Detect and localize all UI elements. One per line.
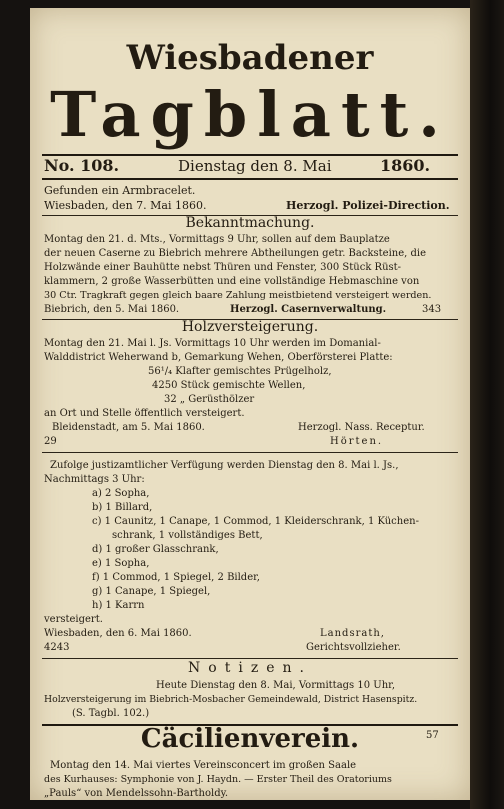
bekanntmachung-number: 343 [422, 304, 442, 315]
caecilien-line: des Kurhauses: Symphonie von J. Haydn. — Erster Theil des Oratoriums [44, 774, 392, 785]
bekanntmachung-line: Holzwände einer Bauhütte nebst Thüren und Fenster, 300 Stück Rüst- [44, 262, 402, 273]
found-line2-left: Wiesbaden, den 7. Mai 1860. [44, 199, 207, 212]
masthead-title-large: Tagblatt. [50, 78, 450, 151]
issue-number: No. 108. [44, 156, 120, 175]
notizen-heading: Notizen. [188, 660, 312, 676]
holz-line: Walddistrict Weherwand b, Gemarkung Wehen, Oberförsterei Platte: [44, 352, 393, 363]
auction-item: c) 1 Caunitz, 1 Canape, 1 Commod, 1 Kleiderschrank, 1 Küchen- [92, 516, 419, 527]
holz-line: Montag den 21. Mai l. Js. Vormittags 10 Uhr werden im Domanial- [44, 338, 381, 349]
auction-item: e) 1 Sopha, [92, 558, 150, 569]
page-edge-shadow [470, 0, 504, 809]
holz-footer-left: Bleidenstadt, am 5. Mai 1860. [52, 422, 205, 433]
bekanntmachung-line: der neuen Caserne zu Biebrich mehrere Abtheilungen getr. Backsteine, die [44, 248, 427, 259]
bekanntmachung-line: Montag den 21. d. Mts., Vormittags 9 Uhr, sollen auf dem Bauplatze [44, 234, 390, 245]
auction-number: 4243 [44, 642, 70, 653]
newspaper-page [30, 8, 470, 800]
holz-item: 4250 Stück gemischte Wellen, [152, 380, 306, 391]
auction-item: g) 1 Canape, 1 Spiegel, [92, 586, 211, 597]
bekanntmachung-footer-left: Biebrich, den 5. Mai 1860. [44, 304, 180, 315]
holz-item: 32 „ Gerüsthölzer [164, 394, 255, 405]
issue-year: 1860. [380, 156, 431, 175]
auction-after: versteigert. [44, 614, 103, 625]
caecilien-line: Montag den 14. Mai viertes Vereinsconcert im großen Saale [50, 760, 357, 771]
auction-item: h) 1 Karrn [92, 600, 145, 611]
caecilien-number: 57 [426, 730, 439, 741]
found-line1: Gefunden ein Armbracelet. [44, 184, 196, 197]
notizen-line: Holzversteigerung im Biebrich-Mosbacher Gemeindewald, District Hasenspitz. [44, 694, 418, 705]
notizen-line: (S. Tagbl. 102.) [72, 708, 150, 719]
issue-date: Dienstag den 8. Mai [178, 157, 332, 175]
caecilien-line: „Pauls“ von Mendelssohn-Bartholdy. [44, 788, 229, 799]
auction-footer-right1: Landsrath, [320, 628, 385, 639]
holz-footer-right2: Hörten. [330, 436, 384, 447]
auction-item: b) 1 Billard, [92, 502, 153, 513]
divider [42, 658, 458, 659]
auction-intro: Nachmittags 3 Uhr: [44, 474, 145, 485]
auction-footer-left: Wiesbaden, den 6. Mai 1860. [44, 628, 192, 639]
bekanntmachung-line: klammern, 2 große Wasserbütten und eine vollständige Hebmaschine von [44, 276, 420, 287]
auction-item: f) 1 Commod, 1 Spiegel, 2 Bilder, [92, 572, 260, 583]
holz-number: 29 [44, 436, 57, 447]
masthead-title-small: Wiesbadener [126, 38, 374, 78]
notizen-line: Heute Dienstag den 8. Mai, Vormittags 10 Uhr, [156, 680, 396, 691]
holz-item: 56¹/₄ Klafter gemischtes Prügelholz, [148, 366, 332, 377]
caecilien-heading: Cäcilienverein. [140, 724, 360, 754]
bekanntmachung-line: 30 Ctr. Tragkraft gegen gleich baare Zahlung meistbietend versteigert werden. [44, 290, 432, 301]
auction-item: schrank, 1 vollständiges Bett, [112, 530, 263, 541]
holz-heading: Holzversteigerung. [181, 319, 319, 335]
holz-line-after: an Ort und Stelle öffentlich versteigert. [44, 408, 245, 419]
auction-intro: Zufolge justizamtlicher Verfügung werden Dienstag den 8. Mai l. Js., [50, 460, 399, 471]
auction-item: d) 1 großer Glasschrank, [92, 544, 219, 555]
divider [42, 452, 458, 453]
bekanntmachung-heading: Bekanntmachung. [185, 215, 315, 231]
found-line2-right: Herzogl. Polizei-Direction. [286, 199, 450, 212]
holz-footer-right1: Herzogl. Nass. Receptur. [298, 422, 425, 433]
auction-item: a) 2 Sopha, [92, 488, 150, 499]
masthead-rule-bottom [42, 178, 458, 180]
bekanntmachung-footer-right: Herzogl. Casernverwaltung. [230, 304, 387, 315]
auction-footer-right2: Gerichtsvollzieher. [306, 642, 401, 653]
